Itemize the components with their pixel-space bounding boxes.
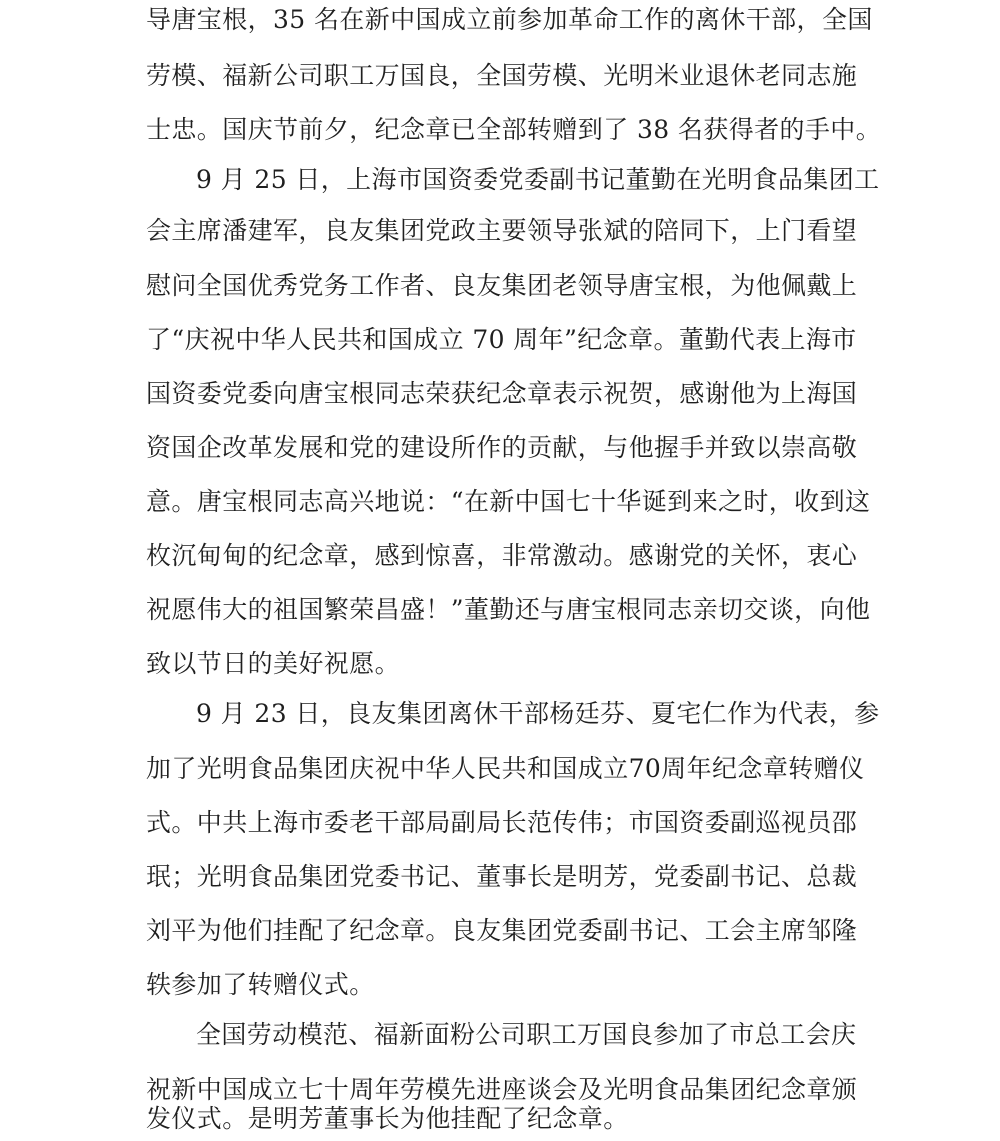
paragraph-3-line-3: 式。中共上海市委老干部局副局长范传伟；市国资委副巡视员邵	[146, 808, 858, 837]
paragraph-2-line-1: 9 月 25 日，上海市国资委党委副书记董勤在光明食品集团工	[196, 165, 880, 194]
paragraph-2-line-7: 意。唐宝根同志高兴地说：“在新中国七十华诞到来之时，收到这	[146, 487, 871, 516]
paragraph-1-line-3: 士忠。国庆节前夕，纪念章已全部转赠到了 38 名获得者的手中。	[146, 115, 882, 144]
paragraph-2-line-6: 资国企改革发展和党的建设所作的贡献，与他握手并致以崇高敬	[146, 433, 858, 462]
paragraph-3-line-1: 9 月 23 日，良友集团离休干部杨廷芬、夏宅仁作为代表，参	[196, 699, 880, 728]
paragraph-2-line-8: 枚沉甸甸的纪念章，感到惊喜，非常激动。感谢党的关怀，衷心	[146, 541, 858, 570]
paragraph-2-line-5: 国资委党委向唐宝根同志荣获纪念章表示祝贺，感谢他为上海国	[146, 379, 858, 408]
paragraph-2-line-4: 了“庆祝中华人民共和国成立 70 周年”纪念章。董勤代表上海市	[146, 325, 857, 354]
paragraph-1-line-2: 劳模、福新公司职工万国良，全国劳模、光明米业退休老同志施	[146, 61, 858, 90]
paragraph-1-line-1: 导唐宝根，35 名在新中国成立前参加革命工作的离休干部，全国	[146, 5, 873, 34]
paragraph-3-line-2: 加了光明食品集团庆祝中华人民共和国成立70周年纪念章转赠仪	[146, 754, 865, 783]
paragraph-3-line-4: 珉；光明食品集团党委书记、董事长是明芳，党委副书记、总裁	[146, 862, 858, 891]
paragraph-2-line-9: 祝愿伟大的祖国繁荣昌盛！”董勤还与唐宝根同志亲切交谈，向他	[146, 595, 871, 624]
paragraph-4-line-3: 发仪式。是明芳董事长为他挂配了纪念章。	[146, 1104, 629, 1133]
paragraph-2-line-10: 致以节日的美好祝愿。	[146, 649, 401, 678]
paragraph-3-line-6: 轶参加了转赠仪式。	[146, 970, 375, 999]
paragraph-2-line-2: 会主席潘建军，良友集团党政主要领导张斌的陪同下，上门看望	[146, 216, 858, 245]
paragraph-4-line-1: 全国劳动模范、福新面粉公司职工万国良参加了市总工会庆	[196, 1020, 857, 1049]
paragraph-4-line-2: 祝新中国成立七十周年劳模先进座谈会及光明食品集团纪念章颁	[146, 1075, 858, 1104]
paragraph-2-line-3: 慰问全国优秀党务工作者、良友集团老领导唐宝根，为他佩戴上	[146, 271, 858, 300]
paragraph-3-line-5: 刘平为他们挂配了纪念章。良友集团党委副书记、工会主席邹隆	[146, 916, 858, 945]
